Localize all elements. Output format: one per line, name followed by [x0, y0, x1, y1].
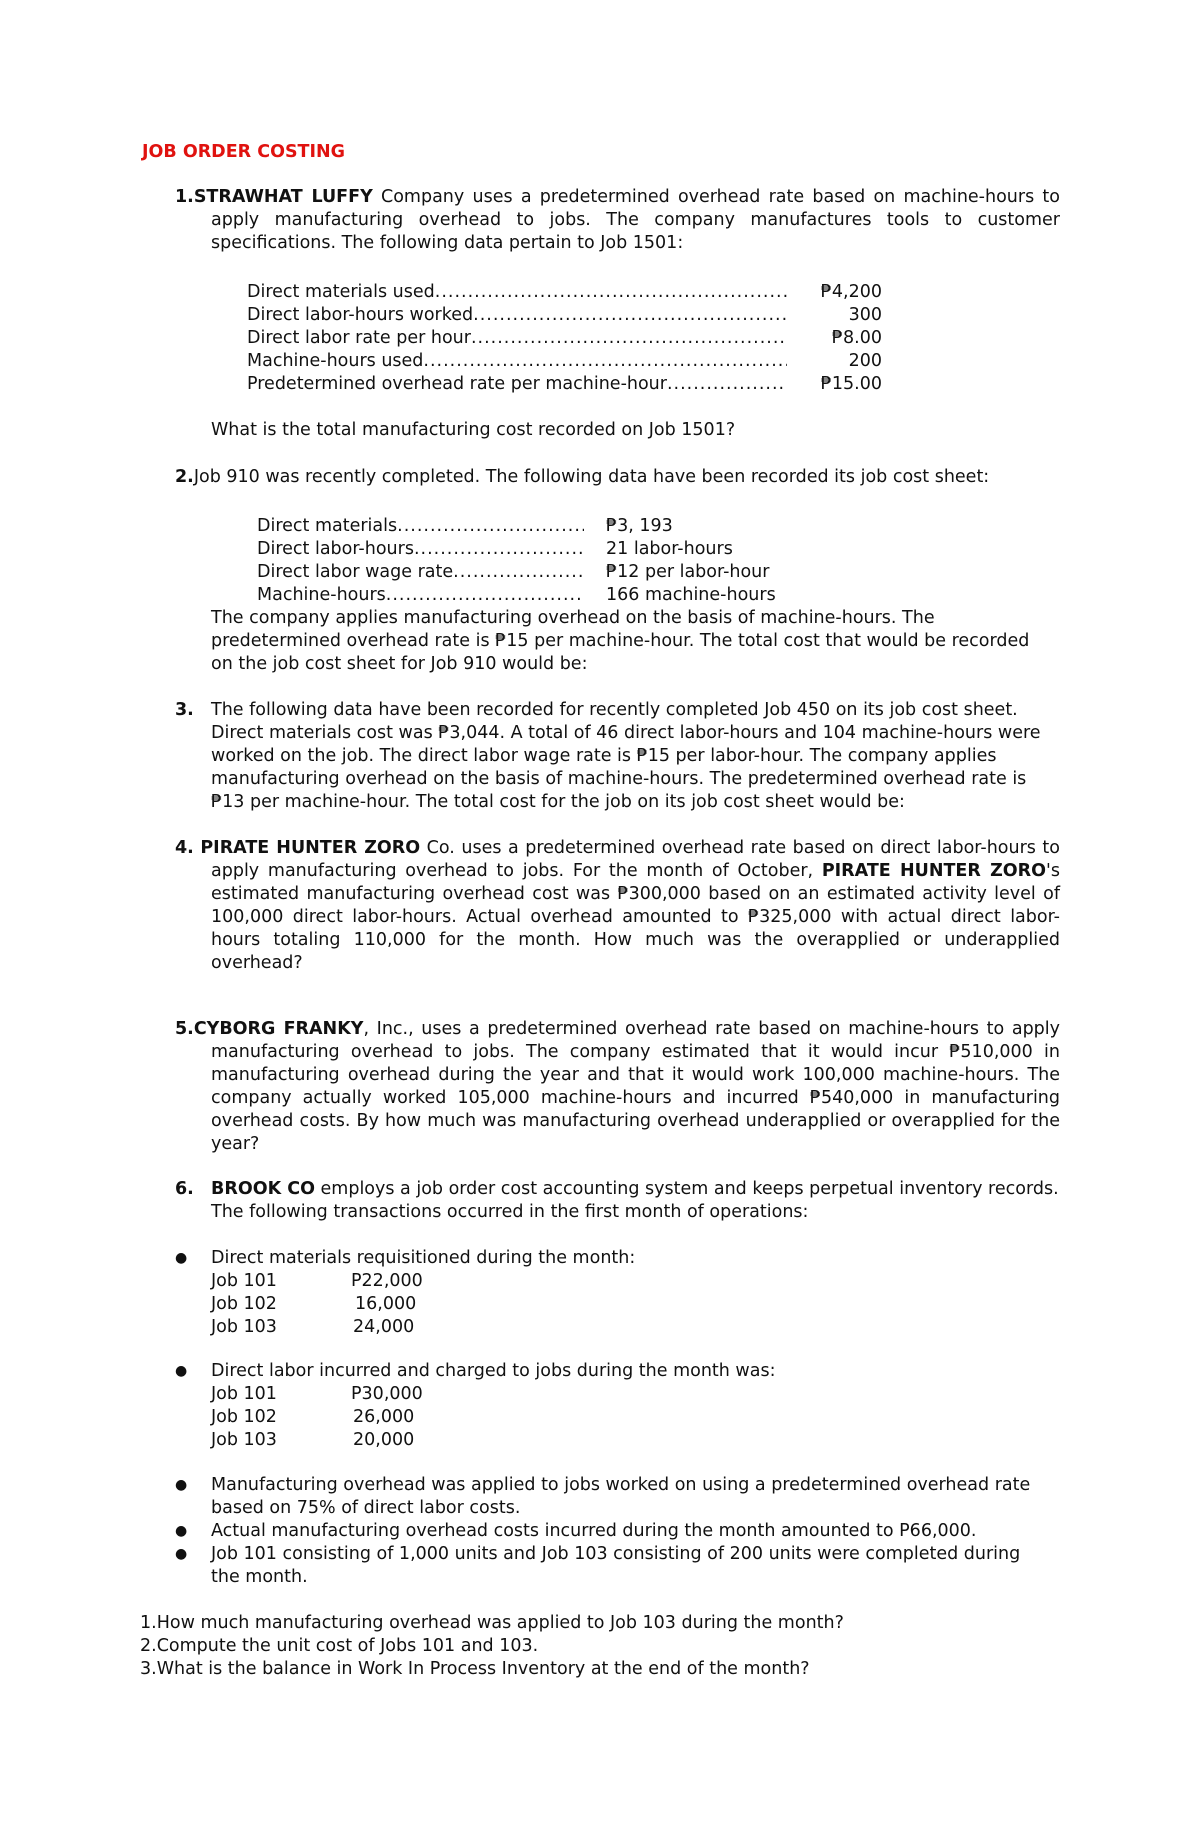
q2-text-line: predetermined overhead rate is ₱15 per machine-hour. The total cost that would be recorded [211, 631, 1030, 651]
bullet-dot: ● [175, 1546, 188, 1562]
q6-question: 2.Compute the unit cost of Jobs 101 and 103. [140, 1636, 539, 1656]
bullet-dot: ● [175, 1477, 188, 1493]
q1-number: 1. [175, 187, 194, 207]
q6-bullet-completed-line1: Job 101 consisting of 1,000 units and Job 103 consisting of 200 units were completed during [211, 1544, 1021, 1564]
bullet-dot: ● [175, 1523, 188, 1539]
q2-row-value: 166 machine-hours [606, 585, 776, 605]
q1-row-value: ₱15.00 [820, 374, 882, 394]
materials-job: Job 103 [211, 1317, 277, 1337]
materials-amount: 16,000 [355, 1294, 417, 1314]
q6-bullet-labor: Direct labor incurred and charged to jobs during the month was: [211, 1361, 776, 1381]
bullet-dot: ● [175, 1250, 188, 1266]
q2-row: Direct labor-hours ..... [257, 538, 584, 561]
q2-line1 [175, 466, 989, 489]
q1-line2: apply manufacturing overhead to jobs. The company manufactures tools to customer [211, 210, 1060, 230]
q4-line4: 100,000 direct labor-hours. Actual overhead amounted to ₱325,000 with actual direct labor- [211, 907, 1060, 927]
q5-line1: 5.CYBORG FRANKY, Inc., uses a predetermined overhead rate based on machine-hours to apply [175, 1019, 1060, 1039]
q1-row: Direct labor-hours worked ..... [247, 304, 787, 327]
q3-number: 3. [175, 700, 194, 720]
q3-text-line: ₱13 per machine-hour. The total cost for the job on its job cost sheet would be: [211, 792, 905, 812]
q1-company: STRAWHAT LUFFY [193, 187, 373, 207]
q3-text-line: The following data have been recorded for recently completed Job 450 on its job cost sheet. [211, 700, 1018, 720]
q1-row-value: 200 [848, 351, 882, 371]
labor-amount: 20,000 [353, 1430, 415, 1450]
bullet-dot: ● [175, 1363, 188, 1379]
q2-row-value: ₱3, 193 [606, 516, 673, 536]
q5-text-line: overhead costs. By how much was manufacturing overhead underapplied or overapplied for the [211, 1111, 1060, 1131]
page-title: JOB ORDER COSTING [142, 142, 346, 162]
q1-line1-text: Company uses a predetermined overhead rate based on machine-hours to [372, 187, 1060, 207]
q4-number: 4. [175, 838, 194, 858]
q6-question: 1.How much manufacturing overhead was applied to Job 103 during the month? [140, 1613, 844, 1633]
q5-text-line: company actually worked 105,000 machine-hours and incurred ₱540,000 in manufacturing [211, 1088, 1060, 1108]
materials-job: Job 102 [211, 1294, 277, 1314]
q3-text-line: worked on the job. The direct labor wage rate is ₱15 per labor-hour. The company applies [211, 746, 997, 766]
q1-row-value: ₱4,200 [820, 282, 882, 302]
q2-text-line: on the job cost sheet for Job 910 would be: [211, 654, 588, 674]
q4-line6: overhead? [211, 953, 303, 973]
q5-number: 5. [175, 1019, 194, 1039]
q2-row-value: ₱12 per labor-hour [606, 562, 770, 582]
q4-line2: apply manufacturing overhead to jobs. For the month of October, PIRATE HUNTER ZORO's [211, 861, 1060, 881]
q4-line5: hours totaling 110,000 for the month. How much was the overapplied or underapplied [211, 930, 1060, 950]
q6-bullet-overhead-line1: Manufacturing overhead was applied to jobs worked on using a predetermined overhead rate [211, 1475, 1031, 1495]
q1-row: Direct materials used ..... [247, 281, 787, 304]
q1-row: Predetermined overhead rate per machine-hour ..... [247, 373, 787, 396]
materials-amount: 24,000 [353, 1317, 415, 1337]
q6-number: 6. [175, 1179, 194, 1199]
q5-last-line: year? [211, 1134, 260, 1154]
labor-amount: 26,000 [353, 1407, 415, 1427]
q5-company: CYBORG FRANKY [193, 1019, 364, 1039]
q2-row: Direct labor wage rate ..... [257, 561, 584, 584]
materials-amount: P22,000 [351, 1271, 423, 1291]
q4-company: PIRATE HUNTER ZORO [200, 838, 421, 858]
materials-job: Job 101 [211, 1271, 277, 1291]
q2-text-line: The company applies manufacturing overhead on the basis of machine-hours. The [211, 608, 935, 628]
labor-job: Job 102 [211, 1407, 277, 1427]
q5-text-line: manufacturing overhead during the year and that it would work 100,000 machine-hours. The [211, 1065, 1060, 1085]
q2-row-value: 21 labor-hours [606, 539, 733, 559]
q4-line3: estimated manufacturing overhead cost was ₱300,000 based on an estimated activity level of [211, 884, 1060, 904]
q2-row: Direct materials ..... [257, 515, 584, 538]
q2-row: Machine-hours ..... [257, 584, 584, 607]
q1-line1 [175, 186, 1060, 209]
q3-text-line: Direct materials cost was ₱3,044. A total of 46 direct labor-hours and 104 machine-hours were [211, 723, 1041, 743]
q1-row-value: 300 [848, 305, 882, 325]
q6-question: 3.What is the balance in Work In Process Inventory at the end of the month? [140, 1659, 810, 1679]
q6-company: BROOK CO [211, 1179, 315, 1199]
q6-bullet-overhead-line2: based on 75% of direct labor costs. [211, 1498, 521, 1518]
q6-line2: The following transactions occurred in the first month of operations: [211, 1202, 809, 1222]
q4-line1: 4. PIRATE HUNTER ZORO Co. uses a predetermined overhead rate based on direct labor-hours to [175, 838, 1060, 858]
q1-row: Machine-hours used ..... [247, 350, 787, 373]
labor-job: Job 103 [211, 1430, 277, 1450]
q6-bullet-actual-overhead: Actual manufacturing overhead costs incurred during the month amounted to P66,000. [211, 1521, 977, 1541]
q3-text-line: manufacturing overhead on the basis of machine-hours. The predetermined overhead rate is [211, 769, 1027, 789]
q6-line1: BROOK CO employs a job order cost accounting system and keeps perpetual inventory records. [211, 1179, 1059, 1199]
q5-text-line: manufacturing overhead to jobs. The company estimated that it would incur ₱510,000 in [211, 1042, 1060, 1062]
q4-company-2: PIRATE HUNTER ZORO [821, 861, 1047, 881]
q2-number: 2. [175, 467, 194, 487]
labor-job: Job 101 [211, 1384, 277, 1404]
q1-line3: specifications. The following data pertain to Job 1501: [211, 233, 684, 253]
q1-row-value: ₱8.00 [831, 328, 882, 348]
q6-bullet-completed-line2: the month. [211, 1567, 308, 1587]
labor-amount: P30,000 [351, 1384, 423, 1404]
q6-bullet-materials: Direct materials requisitioned during the month: [211, 1248, 636, 1268]
q1-row: Direct labor rate per hour ..... [247, 327, 787, 350]
q2-intro: Job 910 was recently completed. The following data have been recorded its job cost sheet: [193, 467, 990, 487]
q1-question: What is the total manufacturing cost recorded on Job 1501? [211, 420, 736, 440]
